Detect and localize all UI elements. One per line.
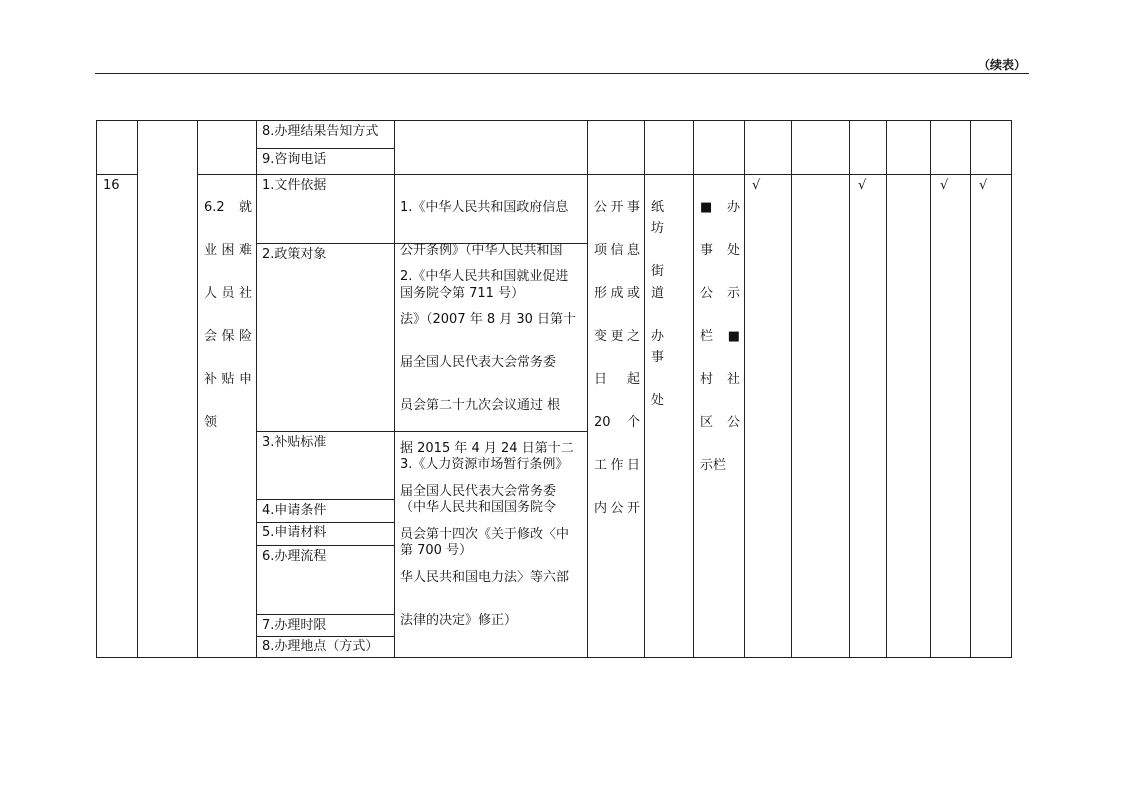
service-name-line: 会保险 — [204, 328, 252, 344]
check-mark: √ — [752, 178, 761, 193]
channel-line: 区 公 — [700, 414, 740, 430]
column-separator — [587, 120, 588, 658]
element-doc-basis: 1.文件依据 — [262, 178, 327, 193]
time-limit-line: 工作日 — [594, 457, 640, 473]
service-name-line: 补贴申 — [204, 371, 252, 387]
channel-line: 事 处 — [700, 242, 740, 258]
basis-3-cell — [400, 432, 586, 583]
basis-2-line: 届全国人民代表大会常务委 — [400, 354, 557, 370]
channel-line: 公 示 — [700, 285, 740, 301]
subject-cell — [651, 175, 689, 433]
subject-line: 办 事 — [651, 328, 678, 365]
table-border-top — [96, 120, 1012, 121]
basis-2-line: 法》（2007 年 8 月 30 日第十 — [400, 311, 577, 327]
column-separator — [791, 120, 792, 658]
basis-2-line: 员会第十四次《关于修改〈中 — [400, 526, 570, 542]
subject-line: 处 — [651, 393, 665, 408]
result-notify-cell: 8.办理结果告知方式 — [262, 124, 379, 139]
subject-line: 街 道 — [651, 264, 678, 301]
column-separator — [744, 120, 745, 658]
column-separator — [886, 120, 887, 658]
time-limit-line: 公开事 — [594, 199, 640, 215]
channel-line: 村 社 — [700, 371, 740, 387]
table-border-bottom — [96, 657, 1012, 658]
column-separator — [644, 120, 645, 658]
check-mark: √ — [940, 178, 949, 193]
element-time-limit: 7.办理时限 — [262, 618, 327, 633]
continued-label: （续表） — [978, 58, 1027, 72]
time-limit-line: 项信息 — [594, 242, 640, 258]
basis-2-line: 届全国人民代表大会常务委 — [400, 483, 557, 499]
time-limit-line: 变更之 — [594, 328, 640, 344]
service-name-line: 6.2 就 — [204, 199, 252, 215]
time-limit-line: 20 个 — [594, 414, 640, 430]
column-separator — [693, 120, 694, 658]
basis-1-line: 公开条例》（中华人民共和国 — [400, 242, 563, 258]
basis-1-line: 1.《中华人民共和国政府信息 — [400, 199, 569, 215]
time-limit-line: 形成或 — [594, 285, 640, 301]
column-separator — [849, 120, 850, 658]
column-separator — [930, 120, 931, 658]
basis-3-line: 第 700 号） — [400, 542, 473, 558]
basis-2-line: 法律的决定》修正） — [400, 612, 518, 628]
column-separator — [970, 120, 971, 658]
service-name-line: 人员社 — [204, 285, 252, 301]
service-name-cell — [204, 175, 252, 455]
check-mark: √ — [858, 178, 867, 193]
channel-line: 栏 ■ — [700, 328, 740, 344]
element-process: 6.办理流程 — [262, 549, 327, 564]
element-location: 8.办理地点（方式） — [262, 639, 379, 654]
channel-cell — [700, 175, 740, 498]
element-subsidy-standard: 3.补贴标准 — [262, 435, 327, 450]
basis-2-line: 2.《中华人民共和国就业促进 — [400, 268, 569, 284]
column-separator — [197, 120, 198, 658]
basis-2-line: 华人民共和国电力法〉等六部 — [400, 569, 570, 585]
basis-2-line: 据 2015 年 4 月 24 日第十二 — [400, 440, 574, 456]
subject-line: 纸 坊 — [651, 199, 678, 236]
column-separator — [394, 120, 395, 658]
basis-3-line: 3.《人力资源市场暂行条例》 — [400, 456, 569, 472]
table-border-right — [1011, 120, 1012, 658]
time-limit-line: 日 起 — [594, 371, 640, 387]
element-apply-materials: 5.申请材料 — [262, 525, 327, 540]
element-policy-target: 2.政策对象 — [262, 247, 327, 262]
basis-3-line: （中华人民共和国国务院令 — [400, 499, 557, 515]
consult-phone-cell: 9.咨询电话 — [262, 152, 327, 167]
service-name-line: 领 — [204, 414, 218, 430]
service-name-line: 业困难 — [204, 242, 252, 258]
element-apply-conditions: 4.申请条件 — [262, 503, 327, 518]
column-separator — [137, 120, 138, 658]
basis-1-line: 国务院令第 711 号） — [400, 285, 525, 301]
basis-2-line: 员会第二十九次会议通过 根 — [400, 397, 561, 413]
row-number: 16 — [103, 178, 120, 193]
column-separator — [256, 120, 257, 658]
channel-line: 示栏 — [700, 457, 727, 473]
check-mark: √ — [979, 178, 988, 193]
time-limit-line: 内公开 — [594, 500, 640, 516]
table-border-left — [96, 120, 97, 658]
channel-line: ■ 办 — [700, 199, 740, 215]
time-limit-cell — [594, 175, 640, 541]
